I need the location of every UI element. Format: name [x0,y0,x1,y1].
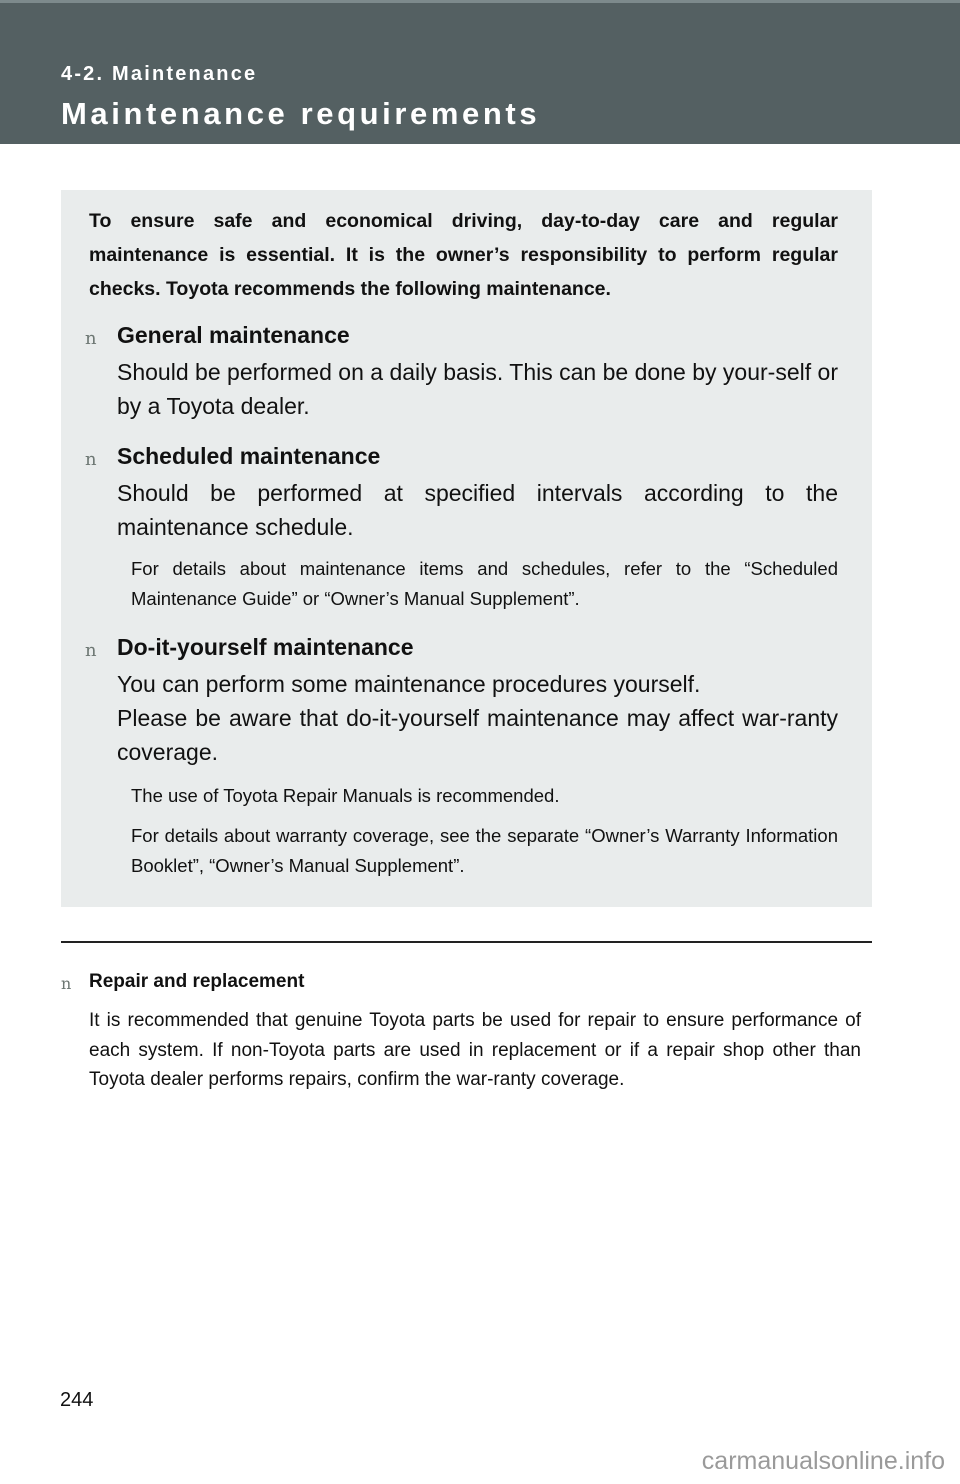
intro-box [61,190,872,907]
item-title: Do-it-yourself maintenance [117,634,414,660]
watermark: carmanualsonline.info [701,1447,945,1475]
page-title: Maintenance requirements [61,96,541,131]
item-body: Should be performed on a daily basis. This can be done by your-self or by a Toyota dealer. [117,359,838,419]
repair-title: Repair and replacement [89,971,305,992]
item-note: For details about warranty coverage, see the separate “Owner’s Warranty Information Booklet”, “Owner’s Manual Supplement”. [131,825,838,876]
item-note: The use of Toyota Repair Manuals is recommended. [131,785,560,806]
page-number: 244 [60,1389,94,1411]
repair-section [61,968,861,1095]
item-body-line: Please be aware that do-it-yourself maintenance may affect war-ranty coverage. [117,705,838,765]
repair-body: It is recommended that genuine Toyota parts be used for repair to ensure performance of each system. If non-Toyota parts are used in replacement or if a repair shop other than Toyota dealer performs repairs, confirm the war-ranty coverage. [89,1010,861,1090]
section-divider [61,941,872,943]
item-body: Should be performed at specified intervals according to the maintenance schedule. [117,480,838,540]
item-diy-maintenance [85,632,838,881]
intro-text: To ensure safe and economical driving, day-to-day care and regular maintenance is essential. It is the owner’s responsibility to perform regular checks. Toyota recommends the following maintenance. [89,210,838,300]
item-title: Scheduled maintenance [117,443,381,469]
item-note: For details about maintenance items and schedules, refer to the “Scheduled Maintenance Guide” or “Owner’s Manual Supplement”. [131,558,838,609]
square-bullet-icon: n [85,640,97,661]
item-body-line: You can perform some maintenance procedures yourself. [117,671,701,697]
square-bullet-icon: n [85,328,97,349]
item-scheduled-maintenance [85,441,838,614]
item-title: General maintenance [117,322,350,348]
square-bullet-icon: n [61,974,72,993]
page-header [0,0,960,144]
square-bullet-icon: n [85,449,97,470]
item-general-maintenance [85,320,838,423]
section-label: 4-2. Maintenance [61,63,258,85]
